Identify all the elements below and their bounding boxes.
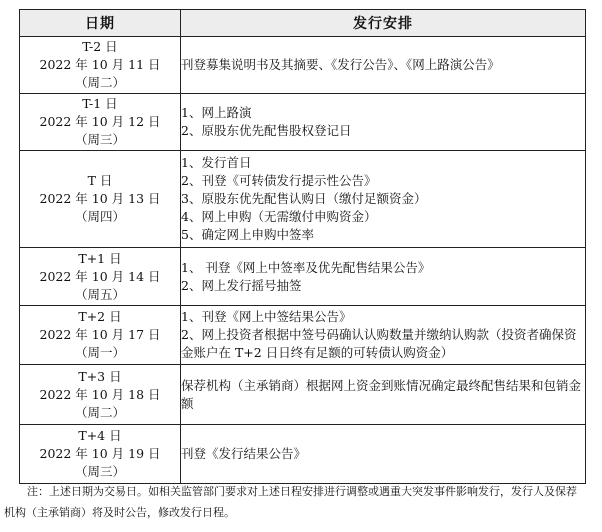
table-row (20, 425, 586, 484)
arrangement-item: 4、网上申购（无需缴付申购资金） (181, 209, 377, 224)
arrangement-cell (181, 151, 586, 248)
date-cell (20, 37, 181, 94)
arrangement-item: 保荐机构（主承销商）根据网上资金到账情况确定最终配售结果和包销金额 (181, 377, 582, 411)
table-row (20, 37, 586, 94)
weekday: （周三） (74, 464, 125, 479)
arrangement-item: 1、刊登《网上中签结果公告》 (181, 309, 352, 324)
arrangement-item: 2、网上发行摇号抽签 (181, 277, 302, 293)
weekday: （周二） (74, 75, 125, 90)
calendar-date: 2022 年 10 月 14 日 (39, 268, 161, 284)
arrangement-item: 1、发行首日 (181, 155, 252, 170)
trading-day: T-1 日 (82, 96, 118, 111)
arrangement-item: 1、网上路演 (181, 105, 252, 120)
arrangement-cell (181, 94, 586, 151)
table-header-row (20, 10, 586, 37)
trading-day: T+2 日 (78, 309, 122, 324)
weekday: （周一） (74, 345, 125, 360)
date-column-header: 日期 (20, 10, 181, 37)
calendar-date: 2022 年 10 月 19 日 (39, 446, 161, 461)
arrangement-item: 1、 刊登《网上中签率及优先配售结果公告》 (181, 259, 431, 275)
trading-day: T+1 日 (78, 250, 122, 266)
table-row (20, 306, 586, 365)
arrangement-item: 刊登募集说明书及其摘要、《发行公告》、《网上路演公告》 (181, 57, 500, 72)
date-cell (20, 248, 181, 306)
arrangement-column-header: 发行安排 (181, 10, 586, 37)
calendar-date: 2022 年 10 月 11 日 (39, 57, 161, 72)
trading-day: T+4 日 (78, 428, 122, 443)
date-cell (20, 306, 181, 365)
arrangement-item: 2、刊登《可转债发行提示性公告》 (181, 173, 377, 188)
calendar-date: 2022 年 10 月 12 日 (39, 114, 161, 129)
arrangement-item: 2、网上投资者根据中签号码确认认购数量并缴纳认购款（投资者确保资金账户在 T+2 日日终有足额的可转债认购资金） (181, 327, 577, 360)
weekday: （周三） (74, 132, 125, 147)
arrangement-item: 刊登《发行结果公告》 (181, 446, 307, 461)
trading-day: T+3 日 (78, 368, 122, 384)
arrangement-item: 2、原股东优先配售股权登记日 (181, 123, 352, 138)
arrangement-cell (181, 37, 586, 94)
date-cell (20, 425, 181, 484)
issuance-schedule-table (19, 9, 586, 484)
arrangement-item: 3、原股东优先配售认购日（缴付足额资金） (181, 191, 427, 206)
table-row (20, 365, 586, 425)
weekday: （周四） (74, 209, 125, 224)
calendar-date: 2022 年 10 月 17 日 (39, 327, 161, 342)
table-row (20, 151, 586, 248)
calendar-date: 2022 年 10 月 13 日 (39, 191, 161, 206)
weekday: （周二） (74, 404, 125, 420)
arrangement-cell (181, 248, 586, 306)
date-cell (20, 365, 181, 425)
table-row (20, 94, 586, 151)
calendar-date: 2022 年 10 月 18 日 (39, 386, 161, 402)
footnote: 注：上述日期为交易日。如相关监管部门要求对上述日程安排进行调整或遇重大突发事件影响发行，发行人及保荐机构（主承销商）将及时公告，修改发行日程。 (4, 485, 577, 519)
trading-day: T-2 日 (82, 39, 118, 54)
schedule-table-container (19, 9, 585, 484)
arrangement-item: 5、确定网上申购中签率 (181, 227, 314, 242)
trading-day: T 日 (87, 173, 113, 188)
table-row (20, 248, 586, 306)
weekday: （周五） (74, 286, 125, 302)
arrangement-cell (181, 306, 586, 365)
date-cell (20, 94, 181, 151)
date-cell (20, 151, 181, 248)
arrangement-cell (181, 425, 586, 484)
arrangement-cell (181, 365, 586, 425)
